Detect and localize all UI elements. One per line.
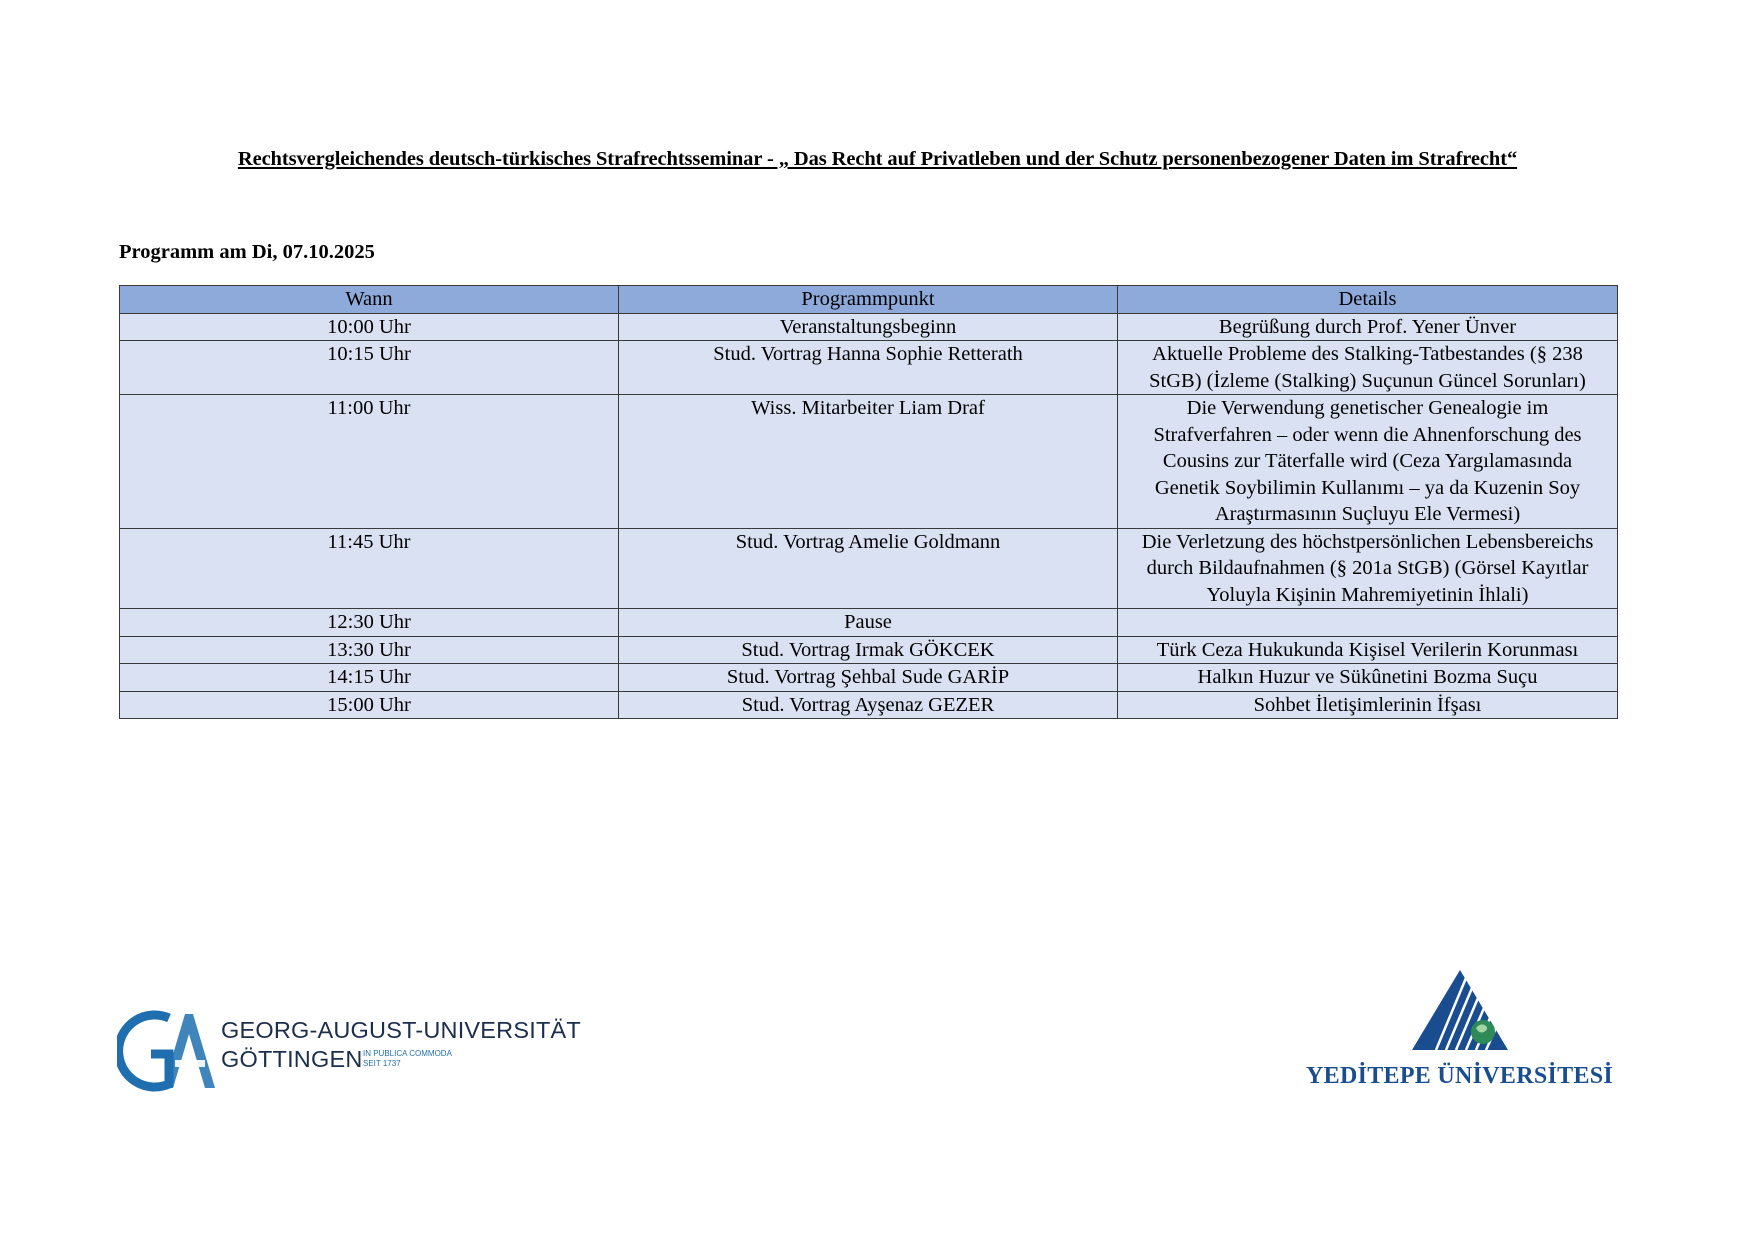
cell-time: 10:15 Uhr xyxy=(120,341,619,395)
cell-program-item: Veranstaltungsbeginn xyxy=(619,313,1118,341)
cell-details: Die Verwendung genetischer Genealogie im Strafverfahren – oder wenn die Ahnenforschung des Cousins zur Täterfalle wird (Ceza Yargılamasında Genetik Soybilimin Kullanımı – ya da Kuzenin Soy Araştırmasının Suçluyu Ele Vermesi) xyxy=(1118,395,1618,529)
cell-details: Begrüßung durch Prof. Yener Ünver xyxy=(1118,313,1618,341)
yeditepe-pyramid-icon xyxy=(1300,968,1620,1060)
table-row xyxy=(120,528,1618,609)
goettingen-name-line2: GÖTTINGEN xyxy=(221,1046,363,1072)
cell-details: Die Verletzung des höchstpersönlichen Lebensbereichs durch Bildaufnahmen (§ 201a StGB) (Görsel Kayıtlar Yoluyla Kişinin Mahremiyetinin İhlali) xyxy=(1118,528,1618,609)
table-header-row xyxy=(120,286,1618,314)
cell-details: Türk Ceza Hukukunda Kişisel Verilerin Korunması xyxy=(1118,636,1618,664)
goettingen-motto xyxy=(363,1049,452,1069)
cell-time: 10:00 Uhr xyxy=(120,313,619,341)
column-header-program-item: Programmpunkt xyxy=(619,286,1118,314)
cell-time: 11:00 Uhr xyxy=(120,395,619,529)
table-row xyxy=(120,341,1618,395)
table-row xyxy=(120,313,1618,341)
cell-program-item: Stud. Vortrag Irmak GÖKCEK xyxy=(619,636,1118,664)
goettingen-logo xyxy=(117,1004,581,1096)
cell-program-item: Stud. Vortrag Şehbal Sude GARİP xyxy=(619,664,1118,692)
cell-time: 12:30 Uhr xyxy=(120,609,619,637)
cell-program-item: Stud. Vortrag Hanna Sophie Retterath xyxy=(619,341,1118,395)
table-row xyxy=(120,395,1618,529)
cell-time: 14:15 Uhr xyxy=(120,664,619,692)
goettingen-name-line1: GEORG-AUGUST-UNIVERSITÄT xyxy=(221,1017,581,1043)
cell-program-item: Stud. Vortrag Ayşenaz GEZER xyxy=(619,691,1118,719)
document-title: Rechtsvergleichendes deutsch-türkisches Strafrechtsseminar - „ Das Recht auf Privatleben und der Schutz personenbezogener Daten im Strafrecht“ xyxy=(237,148,1518,170)
table-row xyxy=(120,691,1618,719)
program-date-heading: Programm am Di, 07.10.2025 xyxy=(119,241,375,263)
cell-details: Sohbet İletişimlerinin İfşası xyxy=(1118,691,1618,719)
cell-program-item: Pause xyxy=(619,609,1118,637)
cell-details: Aktuelle Probleme des Stalking-Tatbestandes (§ 238 StGB) (İzleme (Stalking) Suçunun Güncel Sorunları) xyxy=(1118,341,1618,395)
cell-details: Halkın Huzur ve Sükûnetini Bozma Suçu xyxy=(1118,664,1618,692)
column-header-when: Wann xyxy=(120,286,619,314)
yeditepe-logo xyxy=(1300,968,1620,1090)
table-row xyxy=(120,636,1618,664)
table-row xyxy=(120,609,1618,637)
cell-details xyxy=(1118,609,1618,637)
goettingen-motto-line2: SEIT 1737 xyxy=(363,1059,401,1068)
goettingen-ga-emblem-icon xyxy=(117,1004,217,1096)
cell-time: 13:30 Uhr xyxy=(120,636,619,664)
cell-time: 11:45 Uhr xyxy=(120,528,619,609)
goettingen-motto-line1: IN PUBLICA COMMODA xyxy=(363,1049,452,1058)
cell-program-item: Wiss. Mitarbeiter Liam Draf xyxy=(619,395,1118,529)
cell-program-item: Stud. Vortrag Amelie Goldmann xyxy=(619,528,1118,609)
program-table xyxy=(119,285,1618,719)
table-row xyxy=(120,664,1618,692)
yeditepe-name: YEDİTEPE ÜNİVERSİTESİ xyxy=(1306,1063,1614,1089)
column-header-details: Details xyxy=(1118,286,1618,314)
cell-time: 15:00 Uhr xyxy=(120,691,619,719)
